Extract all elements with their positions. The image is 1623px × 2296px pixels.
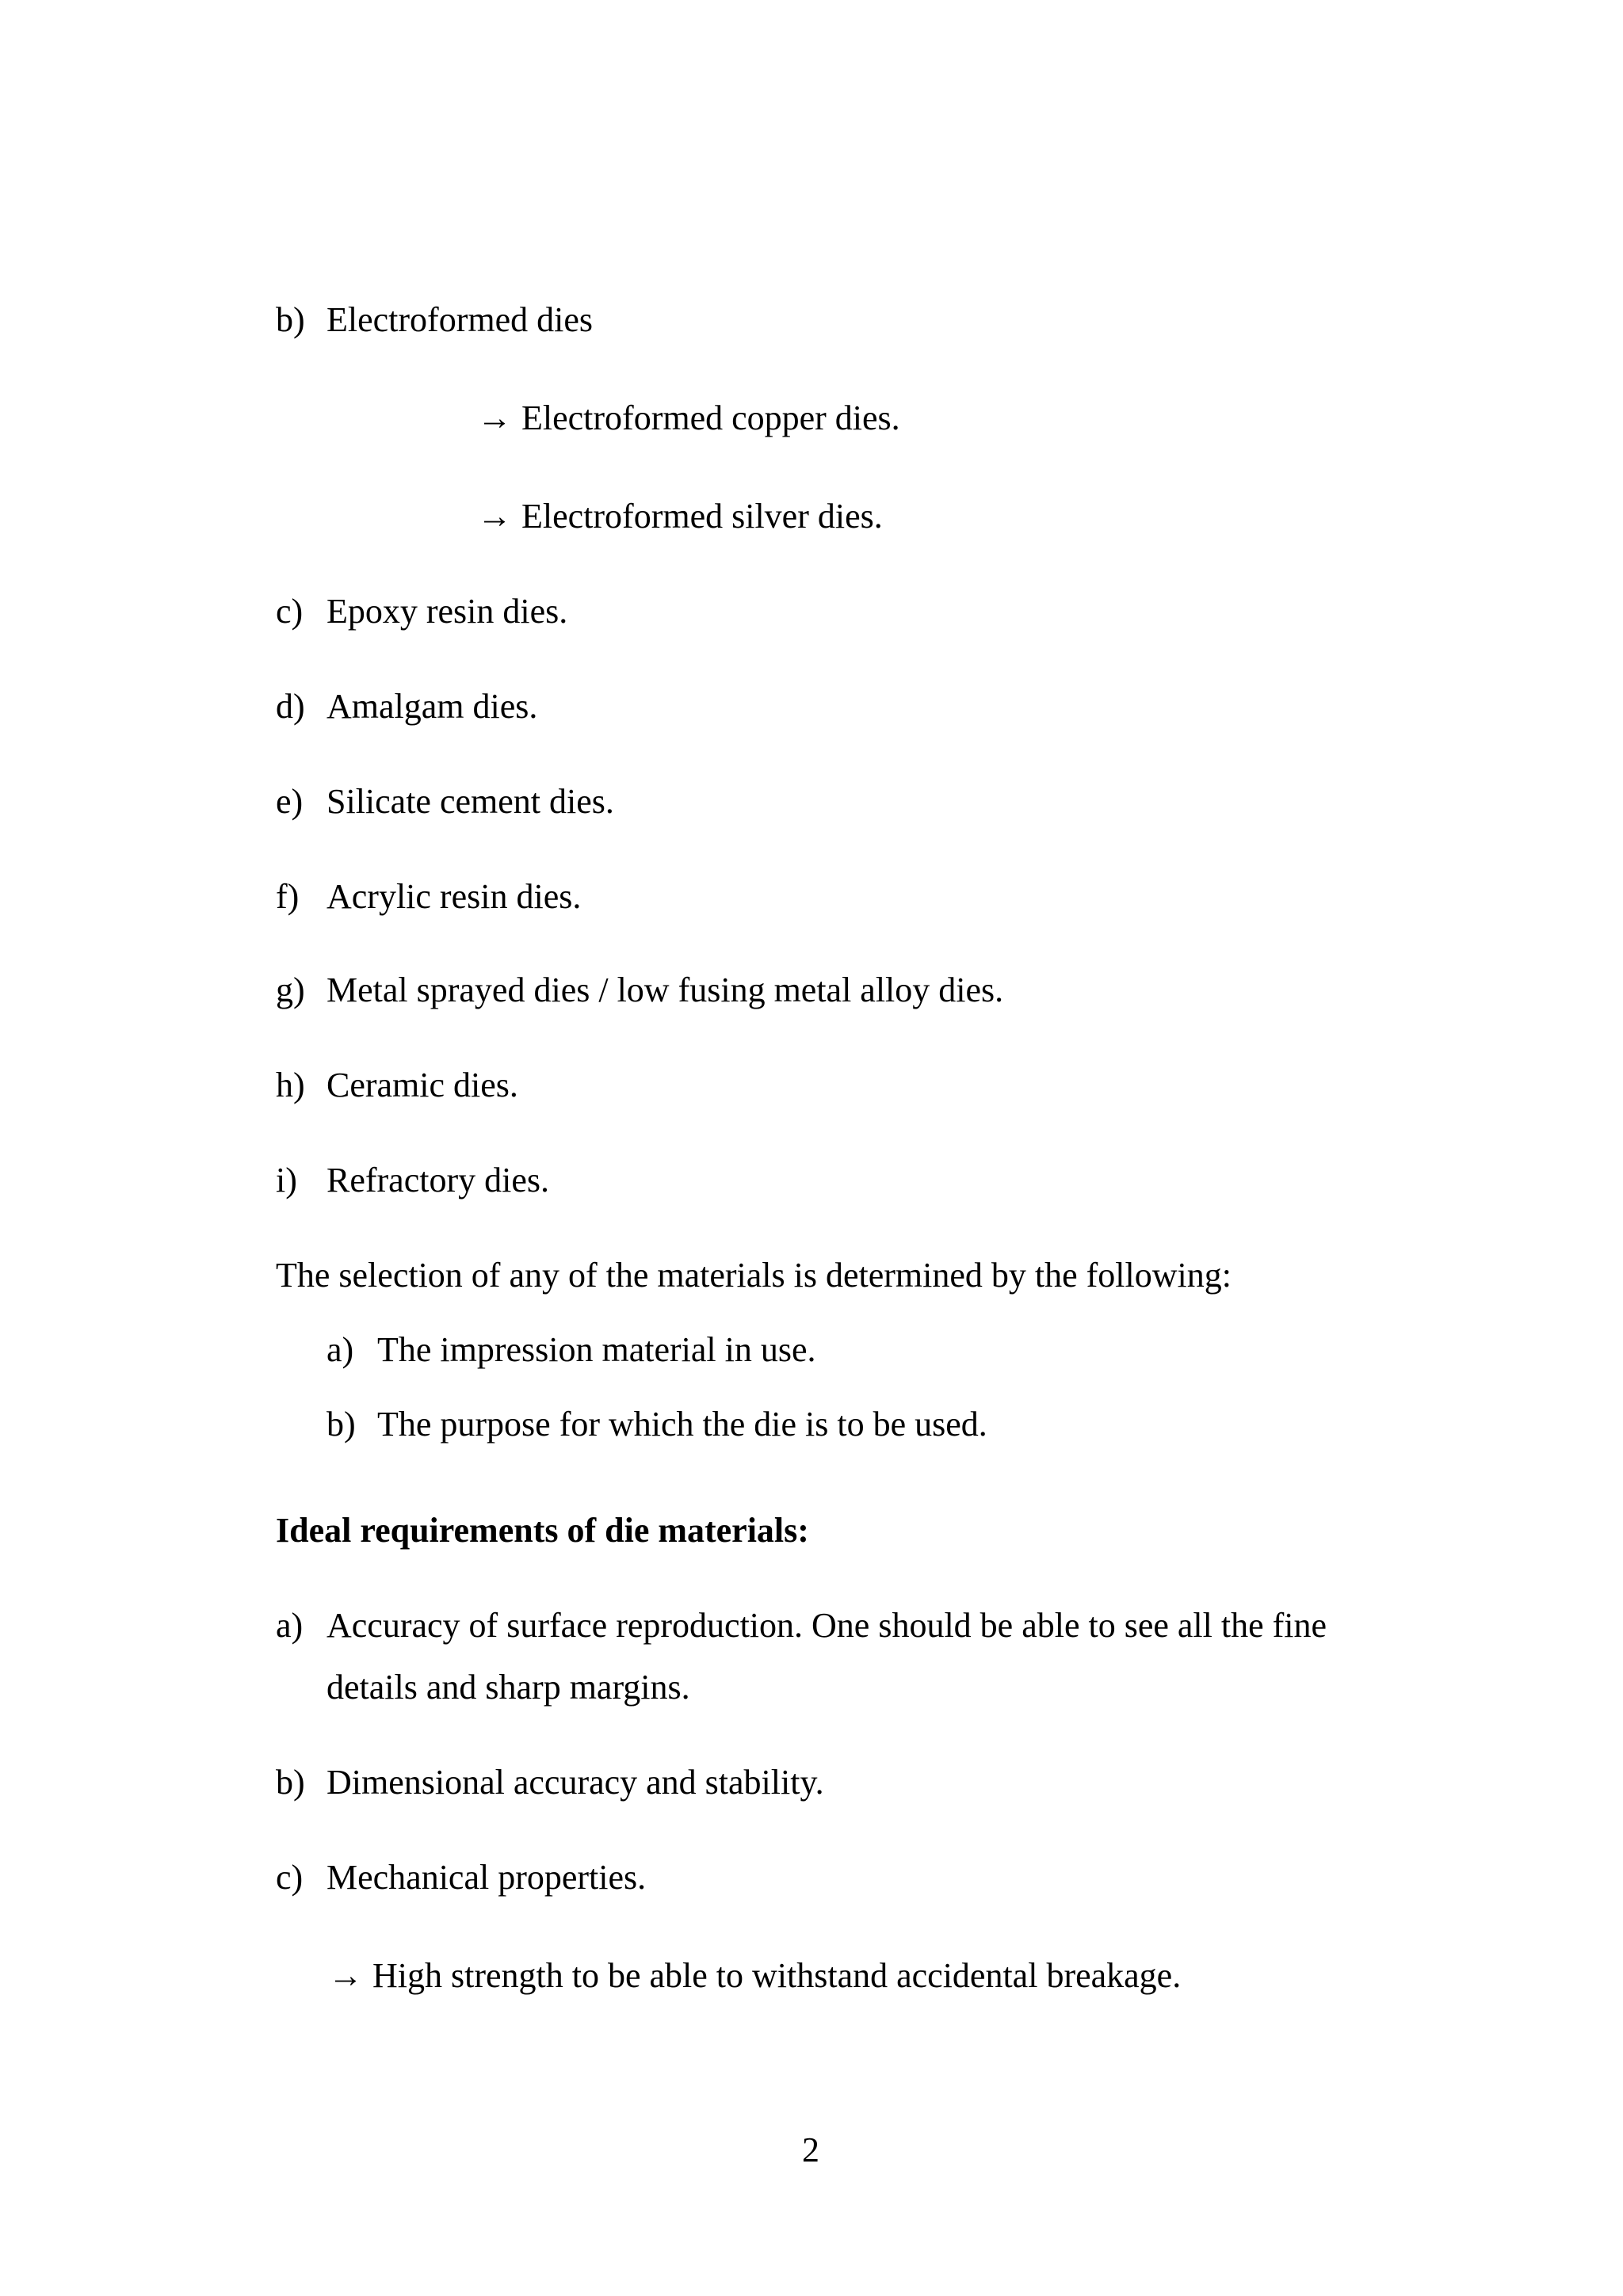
sub-item-text: Electroformed copper dies. <box>521 399 900 437</box>
sub-item-electroformed-copper <box>477 401 900 436</box>
list-item-text: Dimensional accuracy and stability. <box>327 1763 824 1802</box>
list-item-text: Electroformed dies <box>327 300 593 339</box>
selection-intro: The selection of any of the materials is determined by the following: <box>276 1256 1232 1295</box>
list-label: a) <box>327 1330 354 1369</box>
sub-item-high-strength <box>328 1958 1181 1993</box>
list-label: b) <box>276 1763 305 1802</box>
list-label: b) <box>276 300 305 339</box>
list-item-text: Accuracy of surface reproduction. One should be able to see all the fine <box>327 1606 1327 1645</box>
list-label: f) <box>276 877 300 916</box>
list-item-text: Ceramic dies. <box>327 1066 518 1104</box>
list-item-text-continued: details and sharp margins. <box>327 1668 690 1707</box>
sub-item-electroformed-silver <box>477 499 883 534</box>
list-item-text: Metal sprayed dies / low fusing metal alloy dies. <box>327 971 1004 1009</box>
list-item-text: Amalgam dies. <box>327 687 538 726</box>
list-item-text: Refractory dies. <box>327 1161 549 1199</box>
list-label: g) <box>276 971 305 1009</box>
page-number: 2 <box>802 2130 819 2169</box>
section-heading: Ideal requirements of die materials: <box>276 1511 809 1550</box>
list-item-text: Epoxy resin dies. <box>327 592 568 631</box>
list-item-text: Acrylic resin dies. <box>327 877 582 916</box>
list-label: c) <box>276 1858 304 1897</box>
list-label: c) <box>276 592 304 631</box>
list-item-text: Mechanical properties. <box>327 1858 647 1897</box>
list-label: b) <box>327 1405 356 1444</box>
list-label: i) <box>276 1161 297 1199</box>
arrow-right-icon: → <box>477 497 512 536</box>
list-item-text: The impression material in use. <box>377 1330 816 1369</box>
list-label: d) <box>276 687 305 726</box>
list-label: a) <box>276 1606 304 1645</box>
list-item-text: The purpose for which the die is to be used. <box>377 1405 987 1444</box>
list-item-text: Silicate cement dies. <box>327 782 614 821</box>
arrow-right-icon: → <box>477 399 512 437</box>
sub-item-text: Electroformed silver dies. <box>521 497 883 536</box>
sub-item-text: High strength to be able to withstand accidental breakage. <box>372 1956 1182 1995</box>
arrow-right-icon: → <box>328 1956 363 1995</box>
list-label: h) <box>276 1066 305 1104</box>
list-label: e) <box>276 782 304 821</box>
